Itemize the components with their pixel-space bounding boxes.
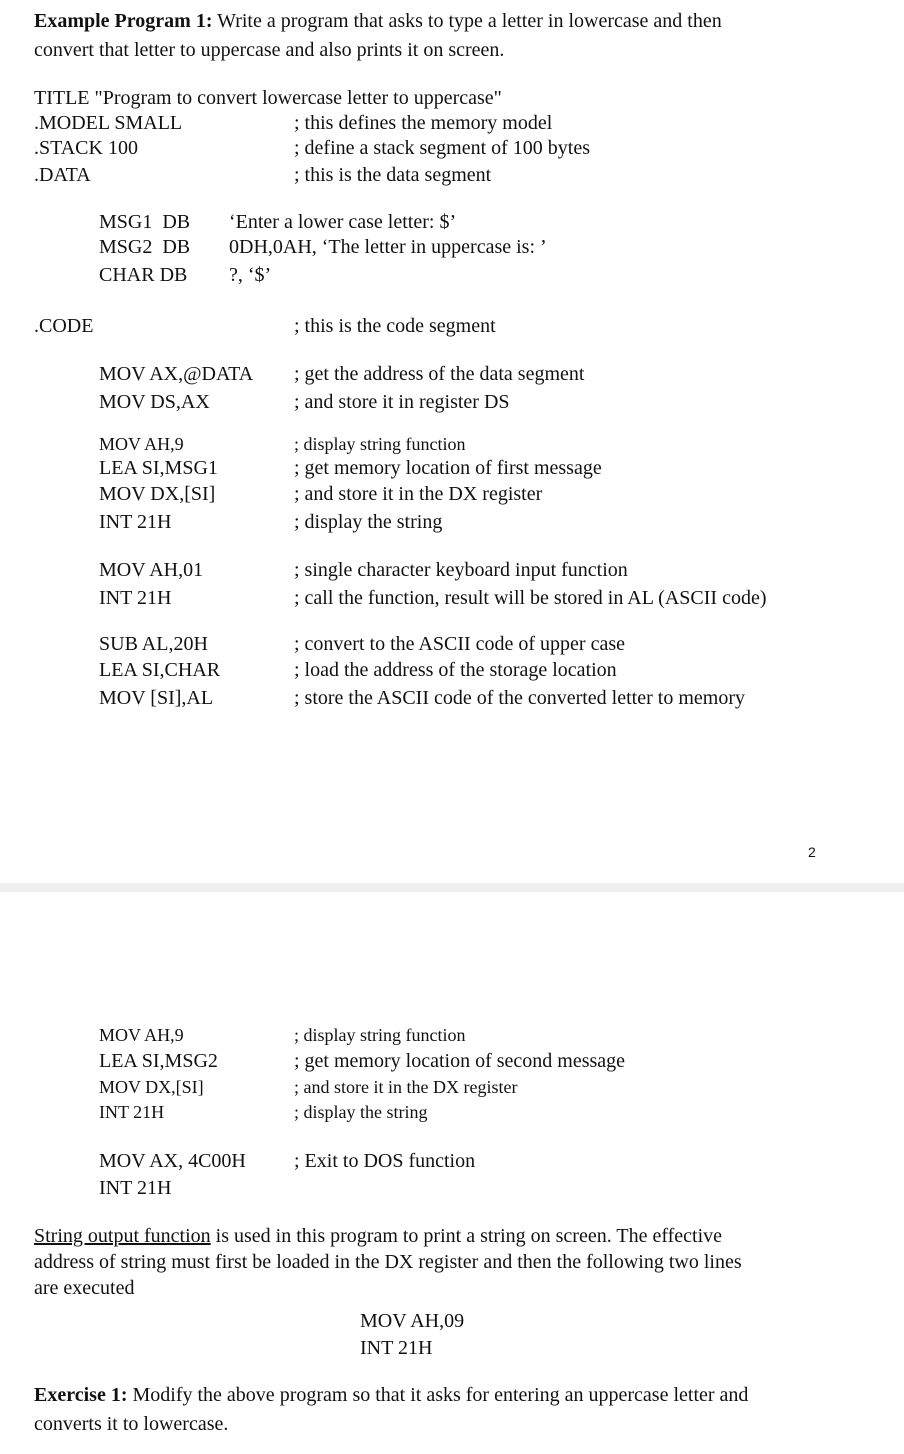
instruction-comment: ; single character keyboard input function xyxy=(294,559,628,581)
snippet-line: INT 21H xyxy=(360,1337,433,1359)
instruction-code: MOV AX, 4C00H xyxy=(99,1150,246,1172)
instruction-code: SUB AL,20H xyxy=(99,633,208,655)
instruction-comment: ; call the function, result will be stored in AL (ASCII code) xyxy=(294,587,767,609)
instruction-comment: ; display string function xyxy=(294,434,466,454)
explanation-line-2: address of string must first be loaded in the DX register and then the following two lines xyxy=(34,1251,742,1273)
instruction-comment: ; display the string xyxy=(294,1102,428,1122)
snippet-line: MOV AH,09 xyxy=(360,1310,465,1332)
stack-directive-comment: ; define a stack segment of 100 bytes xyxy=(294,137,591,159)
instruction-comment: ; get memory location of first message xyxy=(294,457,602,479)
instruction-code: INT 21H xyxy=(99,587,172,609)
instruction-code: INT 21H xyxy=(99,1102,165,1122)
msg2-name: MSG2 DB xyxy=(99,236,191,258)
instruction-comment: ; and store it in the DX register xyxy=(294,1077,518,1097)
example-text-2: convert that letter to uppercase and also prints it on screen. xyxy=(34,39,505,61)
char-name: CHAR DB xyxy=(99,264,188,286)
code-directive-comment: ; this is the code segment xyxy=(294,315,496,337)
instruction-comment: ; load the address of the storage location xyxy=(294,659,617,681)
instruction-comment: ; and store it in the DX register xyxy=(294,483,543,505)
explanation-line-1-rest: is used in this program to print a string on screen. The effective xyxy=(210,1225,723,1247)
instruction-code: LEA SI,MSG1 xyxy=(99,457,218,479)
stack-directive-code: .STACK 100 xyxy=(34,137,138,159)
instruction-code: MOV AH,9 xyxy=(99,434,184,454)
example-label: Example Program 1: xyxy=(34,10,213,32)
instruction-comment: ; convert to the ASCII code of upper case xyxy=(294,633,626,655)
instruction-comment: ; store the ASCII code of the converted letter to memory xyxy=(294,687,745,709)
msg1-name: MSG1 DB xyxy=(99,211,191,233)
instruction-comment: ; and store it in register DS xyxy=(294,391,510,413)
instruction-comment: ; get memory location of second message xyxy=(294,1050,626,1072)
msg1-value: ‘Enter a lower case letter: $’ xyxy=(229,211,457,233)
instruction-comment: ; display string function xyxy=(294,1025,466,1045)
instruction-code: MOV DX,[SI] xyxy=(99,483,216,505)
instruction-code: LEA SI,CHAR xyxy=(99,659,221,681)
instruction-code: MOV DX,[SI] xyxy=(99,1077,204,1097)
instruction-comment: ; get the address of the data segment xyxy=(294,363,585,385)
model-directive-comment: ; this defines the memory model xyxy=(294,112,553,134)
page-separator xyxy=(0,883,904,892)
instruction-code: INT 21H xyxy=(99,511,172,533)
example-heading xyxy=(34,11,722,31)
instruction-code: MOV AH,9 xyxy=(99,1025,184,1045)
exercise-label: Exercise 1: xyxy=(34,1384,128,1406)
model-directive-code: .MODEL SMALL xyxy=(34,112,183,134)
instruction-comment: ; Exit to DOS function xyxy=(294,1150,476,1172)
char-value: ?, ‘$’ xyxy=(229,264,272,286)
explanation-line-1 xyxy=(34,1226,722,1246)
example-text-1: Write a program that asks to type a letter in lowercase and then xyxy=(217,10,722,32)
exercise-line-1 xyxy=(34,1385,748,1405)
exercise-text-2: converts it to lowercase. xyxy=(34,1413,229,1435)
instruction-code: MOV DS,AX xyxy=(99,391,210,413)
instruction-code: MOV [SI],AL xyxy=(99,687,214,709)
title-directive: TITLE "Program to convert lowercase letter to uppercase" xyxy=(34,87,502,109)
code-directive-code: .CODE xyxy=(34,315,94,337)
page-number: 2 xyxy=(808,844,816,860)
string-output-term: String output function xyxy=(34,1225,211,1247)
explanation-line-3: are executed xyxy=(34,1277,135,1299)
instruction-code: INT 21H xyxy=(99,1177,172,1199)
exercise-text-1: Modify the above program so that it asks for entering an uppercase letter and xyxy=(132,1384,749,1406)
msg2-value: 0DH,0AH, ‘The letter in uppercase is: ’ xyxy=(229,236,547,258)
instruction-code: MOV AX,@DATA xyxy=(99,363,254,385)
instruction-comment: ; display the string xyxy=(294,511,443,533)
instruction-code: LEA SI,MSG2 xyxy=(99,1050,218,1072)
data-directive-comment: ; this is the data segment xyxy=(294,164,492,186)
data-directive-code: .DATA xyxy=(34,164,91,186)
instruction-code: MOV AH,01 xyxy=(99,559,204,581)
